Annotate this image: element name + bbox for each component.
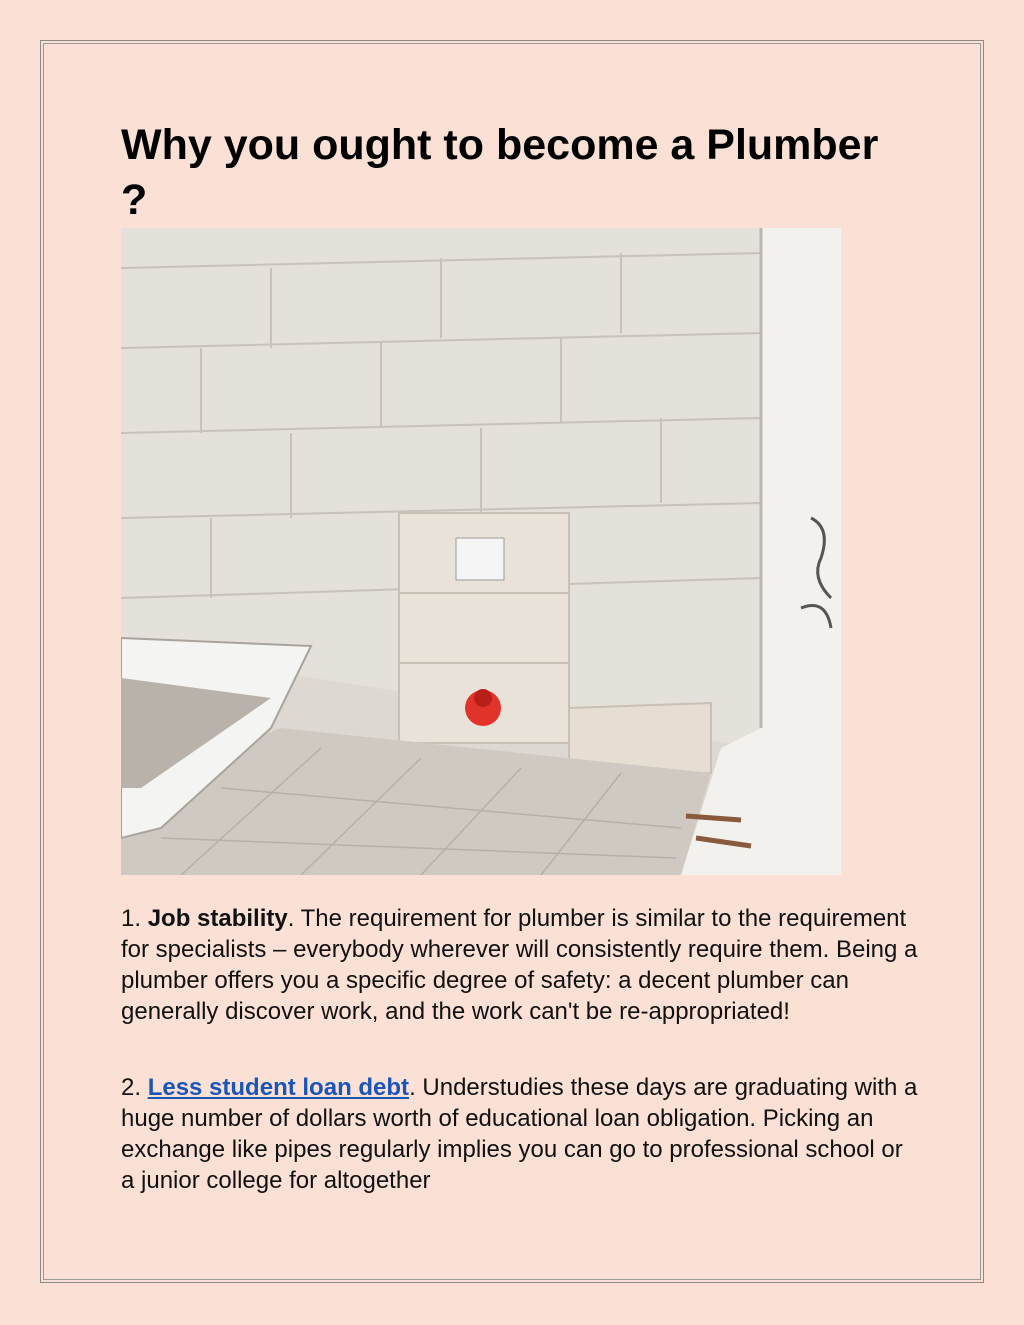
- paragraph-student-loan: [121, 1072, 921, 1196]
- list-number: 2.: [121, 1074, 148, 1101]
- student-loan-text: . Understudies these days are graduating with a huge number of dollars worth of educational loan obligation. Picking an exchange like pipes regularly implies you can go to professional school or a junior college for altogether: [121, 1074, 918, 1194]
- list-number: 1.: [121, 905, 148, 932]
- page-title: Why you ought to become a Plumber ?: [121, 121, 879, 224]
- student-loan-link[interactable]: Less student loan debt: [147, 1074, 410, 1101]
- bathroom-photo: [121, 228, 841, 875]
- paragraph-job-stability: [121, 903, 921, 1027]
- job-stability-heading: Job stability: [147, 905, 288, 932]
- job-stability-text: . The requirement for plumber is similar to the requirement for specialists – everybody wherever will consistently require them. Being a plumber offers you a specific degree of safety: a decent plumber can generally discover work, and the work can't be re-appropriated!: [121, 905, 918, 1025]
